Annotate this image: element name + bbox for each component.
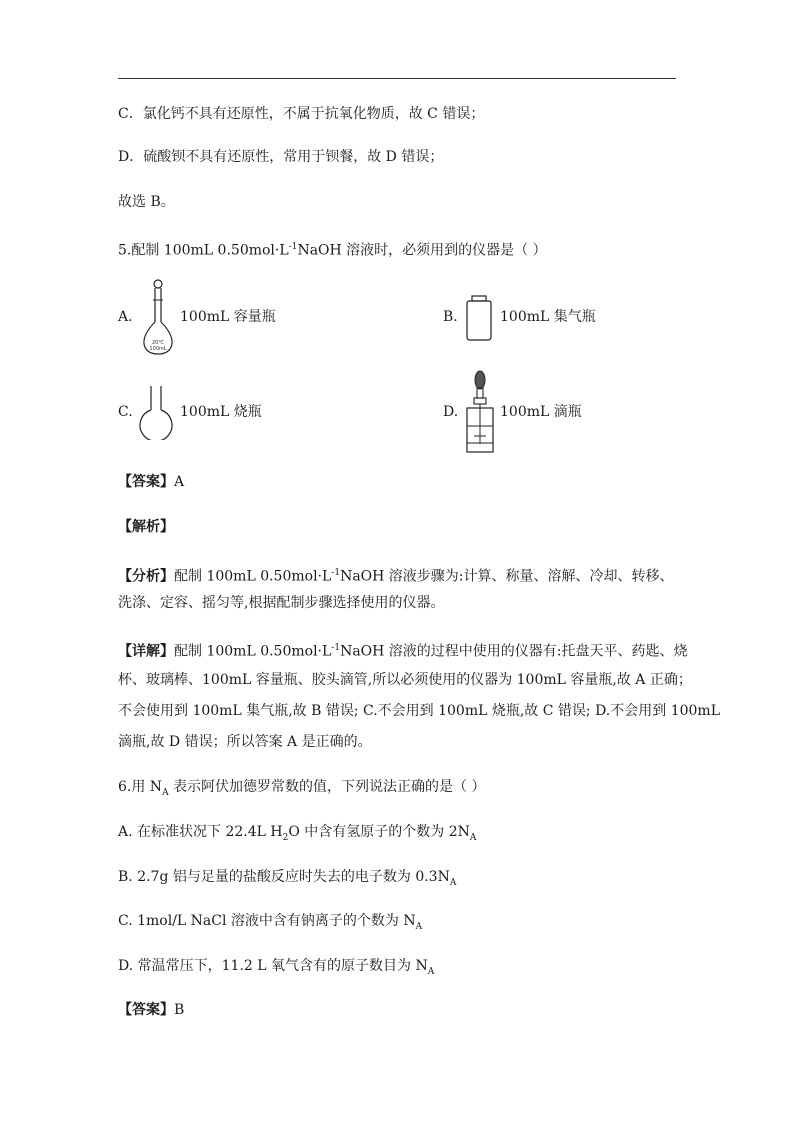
option-b-label: B. <box>443 309 458 325</box>
svg-text:20℃: 20℃ <box>152 340 164 346</box>
analysis-heading: 【解析】 <box>118 519 174 535</box>
option-d-text: 100mL 滴瓶 <box>500 404 582 420</box>
option-c-text: 100mL 烧瓶 <box>180 404 262 420</box>
dropper-bottle-icon <box>463 370 497 454</box>
q6-option-c: C. 1mol/L NaCl 溶液中含有钠离子的个数为 $N_A$ <box>118 913 423 932</box>
analysis-xiangjie-line3: 不会使用到 100mL 集气瓶,故 B 错误; C.不会用到 100mL 烧瓶,故 C 错误; D.不会用到 100mL <box>118 703 721 719</box>
round-flask-icon <box>136 384 176 440</box>
q6-answer: 【答案】B <box>118 1002 185 1018</box>
analysis-xiangjie-line4: 滴瓶,故 D 错误；所以答案 A 是正确的。 <box>118 734 372 750</box>
question-5-stem: 5.配制 100mL $0.50mol\cdot L^{-1}NaOH$ 溶液时，必须用到的仪器是（ ） <box>118 242 547 259</box>
conclusion: 故选 B。 <box>118 194 175 210</box>
svg-text:100mL: 100mL <box>149 346 167 352</box>
analysis-xiangjie-line2: 杯、玻璃棒、100mL 容量瓶、胶头滴管,所以必须使用的仪器为 100mL 容量瓶,故 A 正确； <box>118 672 692 688</box>
q6-option-a: A. 在标准状况下 22.4L $H_2O$ 中含有氢原子的个数为 $2N_A$ <box>118 824 477 843</box>
gas-jar-icon <box>465 295 493 341</box>
option-a-text: 100mL 容量瓶 <box>180 309 276 325</box>
analysis-fenxi-line1: 【分析】配制 100mL $0.50mol\cdot L^{-1}NaOH$ 溶液步骤为:计算、称量、溶解、冷却、转移、 <box>118 568 674 585</box>
question-6-stem: 6.用 $N_A$ 表示阿伏加德罗常数的值，下列说法正确的是（ ） <box>118 779 486 798</box>
option-d-explanation: D．硫酸钡不具有还原性，常用于钡餐，故 D 错误； <box>118 149 444 165</box>
option-d-label: D. <box>443 404 459 420</box>
option-b-text: 100mL 集气瓶 <box>500 309 596 325</box>
q6-option-d: D. 常温常压下，11.2 L 氧气含有的原子数目为 $N_A$ <box>118 958 435 977</box>
option-c-label: C. <box>118 404 133 420</box>
volumetric-flask-icon <box>140 278 176 358</box>
option-a-label: A. <box>118 309 133 325</box>
analysis-xiangjie-line1: 【详解】配制 100mL $0.50mol\cdot L^{-1}NaOH$ 溶液的过程中使用的仪器有:托盘天平、药匙、烧 <box>118 643 688 660</box>
analysis-fenxi-line2: 洗涤、定容、摇匀等,根据配制步骤选择使用的仪器。 <box>118 595 445 611</box>
header-rule <box>118 78 676 79</box>
q6-option-b: B. 2.7g 铝与足量的盐酸反应时失去的电子数为 $0.3N_A$ <box>118 869 457 888</box>
option-c-explanation: C．氯化钙不具有还原性，不属于抗氧化物质，故 C 错误； <box>118 106 485 122</box>
q5-answer: 【答案】A <box>118 474 185 490</box>
